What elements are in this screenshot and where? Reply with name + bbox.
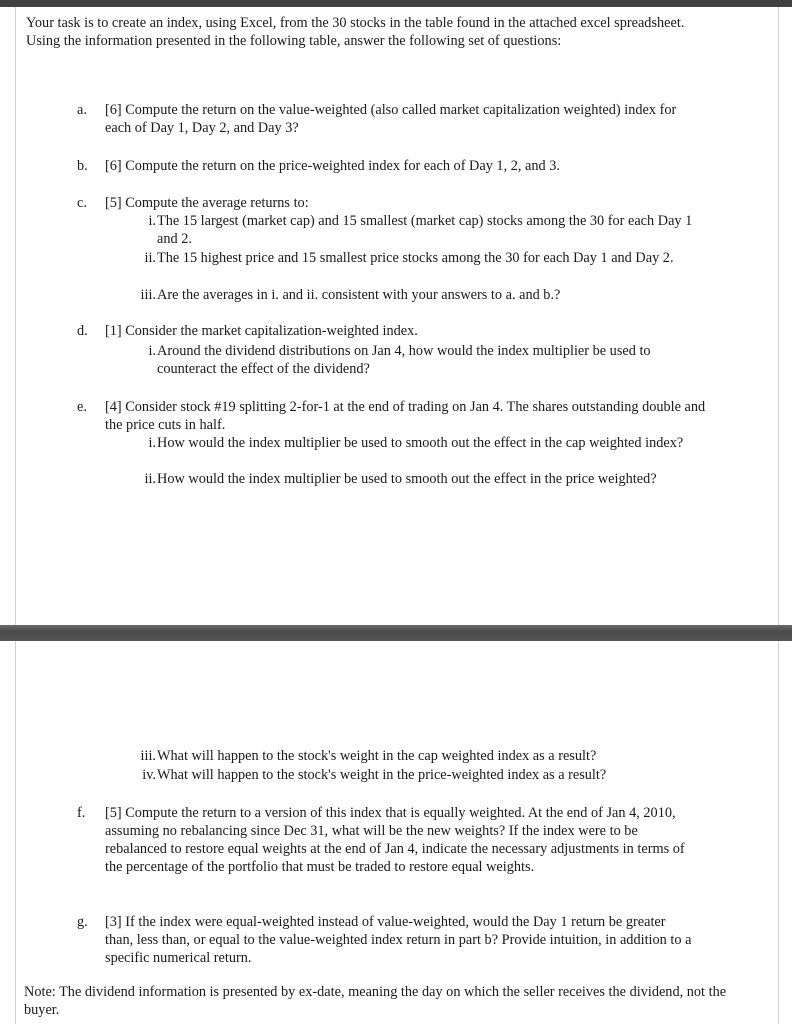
question-text: [6] Compute the return on the price-weighted index for each of Day 1, 2, and 3. [105,158,560,174]
sub-label: ii. [144,250,156,266]
sub-text: What will happen to the stock's weight in the cap weighted index as a result? [157,748,597,764]
sub-text: Around the dividend distributions on Jan 4, how would the index multiplier be used to counteract the effect of the dividend? [157,343,651,377]
sub-label: i. [148,343,156,359]
sub-label: i. [148,435,156,451]
footnote: Note: The dividend information is presented by ex-date, meaning the day on which the seller receives the dividend, not the buyer. [24,984,727,1018]
page-1 [15,7,779,625]
sub-label: iii. [140,287,156,303]
question-label: b. [77,158,88,174]
page-separator [0,625,792,641]
question-label: e. [77,399,87,415]
question-label: a. [77,102,87,118]
question-label: g. [77,914,88,930]
question-label: f. [77,805,86,821]
sub-label: i. [148,213,156,229]
question-text: [3] If the index were equal-weighted instead of value-weighted, would the Day 1 return be greater than, less than, or equal to the value-weighted index return in part b? Provide intuition, in addition to a specific numerical return. [105,914,692,966]
sub-text: The 15 highest price and 15 smallest price stocks among the 30 for each Day 1 and Day 2. [157,250,674,266]
sub-text: Are the averages in i. and ii. consistent with your answers to a. and b.? [157,287,561,303]
sub-label: iv. [142,767,156,783]
question-label: d. [77,323,88,339]
question-label: c. [77,195,87,211]
sub-text: What will happen to the stock's weight in the price-weighted index as a result? [157,767,607,783]
question-text: [4] Consider stock #19 splitting 2-for-1 at the end of trading on Jan 4. The shares outstanding double and the price cuts in half. [105,399,706,433]
question-text: [6] Compute the return on the value-weighted (also called market capitalization weighted) index for each of Day 1, Day 2, and Day 3? [105,102,677,136]
question-text: [1] Consider the market capitalization-weighted index. [105,323,418,339]
sub-text: How would the index multiplier be used to smooth out the effect in the price weighted? [157,471,657,487]
sub-label: ii. [144,471,156,487]
sub-text: The 15 largest (market cap) and 15 smallest (market cap) stocks among the 30 for each Day 1 and 2. [157,213,693,247]
intro-paragraph: Your task is to create an index, using Excel, from the 30 stocks in the table found in the attached excel spreadsheet. Using the information presented in the following table, answer the following set of questions: [26,15,685,49]
question-text: [5] Compute the average returns to: [105,195,309,211]
sub-text: How would the index multiplier be used to smooth out the effect in the cap weighted index? [157,435,684,451]
sub-label: iii. [140,748,156,764]
question-text: [5] Compute the return to a version of this index that is equally weighted. At the end of Jan 4, 2010, assuming no rebalancing since Dec 31, what will be the new weights? If the index were to be rebalanced to restore equal weights at the end of Jan 4, indicate the necessary adjustments in terms of the percentage of the portfolio that must be traded to restore equal weights. [105,805,685,875]
top-edge-bar [0,0,792,7]
